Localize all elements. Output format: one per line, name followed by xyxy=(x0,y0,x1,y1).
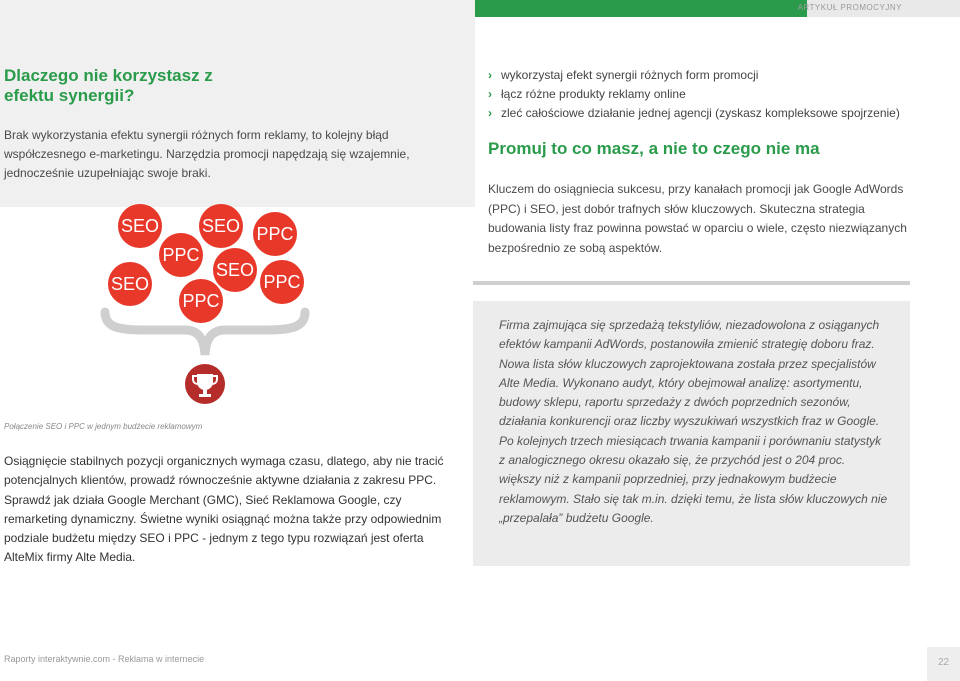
seo-ppc-graphic xyxy=(100,200,320,410)
seo-bubble: SEO xyxy=(199,204,243,248)
section-title: Dlaczego nie korzystasz z efektu synergii? xyxy=(4,66,213,105)
intro-text: Brak wykorzystania efektu synergii różnych form reklamy, to kolejny błąd współczesnego e-marketingu. Narzędzia promocji napędzają się wzajemnie, jednocześnie uzupełniając swoje braki. xyxy=(4,128,410,180)
ppc-bubble: PPC xyxy=(253,212,297,256)
chevron-right-icon: › xyxy=(488,106,492,120)
ppc-bubble: PPC xyxy=(159,233,203,277)
body-text: Osiągnięcie stabilnych pozycji organicznych wymaga czasu, dlatego, aby nie tracić potencjalnych klientów, prowadź równocześnie aktywne działania z zakresu PPC. Sprawdź jak działa Google Merchant (GMC), Sieć Reklamowa Google, czy remarketing dynamiczny. Świetne wyniki osiągnąć można także przy odpowiednim podziale budżetu między SEO i PPC - jednym z tego typu rozwiązań jest oferta AlteMix firmy Alte Media. xyxy=(4,454,444,565)
seo-bubble: SEO xyxy=(213,248,257,292)
subsection-text: Kluczem do osiągniecia sukcesu, przy kanałach promocji jak Google AdWords (PPC) i SEO, jest dobór trafnych słów kluczowych. Skuteczna strategia budowania listy fraz powinna powstać w oparciu o wiele, często niezwiązanych bezpośrednio ze sobą aspektów. xyxy=(488,182,907,255)
trophy-icon xyxy=(185,364,225,404)
seo-bubble: SEO xyxy=(108,262,152,306)
seo-bubble: SEO xyxy=(118,204,162,248)
footer-text: Raporty interaktywnie.com - Reklama w internecie xyxy=(4,654,205,664)
list-item: › wykorzystaj efekt synergii różnych form promocji xyxy=(488,66,948,85)
chevron-right-icon: › xyxy=(488,68,492,82)
tips-list xyxy=(488,66,948,123)
figure-caption: Połączenie SEO i PPC w jednym budżecie reklamowym xyxy=(4,422,203,431)
curly-brace-icon xyxy=(100,200,320,370)
subsection-heading: Promuj to co masz, a nie to czego nie ma xyxy=(488,139,820,158)
page-number: 22 xyxy=(937,657,950,668)
chevron-right-icon: › xyxy=(488,87,492,101)
promo-label: ARTYKUŁ PROMOCYJNY xyxy=(797,3,902,12)
case-study-box xyxy=(473,301,910,566)
ppc-bubble: PPC xyxy=(260,260,304,304)
case-study-text: Firma zajmująca się sprzedażą tekstyliów, niezadowolona z osiąganych efektów kampanii AdWords, postanowiła zmienić strategię doboru fraz. Nowa lista słów kluczowych zaprojektowana została przez specjalistów Alte Media. Wykonano audyt, który obejmował analizę: asortymentu, budowy sklepu, raportu sprzedaży z dwóch poprzednich sezonów, działania konkurencji oraz liczby wyszukiwań wszystkich fraz w Google. Po kolejnych trzech miesiącach trwania kampanii i porównaniu statystyk z analogicznego okresu okazało się, że przychód jest o 204 proc. większy niż z kampanii poprzedniej, przy jednakowym budżecie reklamowym. Stało się tak m.in. dzięki temu, że lista słów kluczowych nie „przepalała” budżetu Google. xyxy=(499,318,888,525)
page-number-box xyxy=(927,647,960,681)
ppc-bubble: PPC xyxy=(179,279,223,323)
list-item: › łącz różne produkty reklamy online xyxy=(488,85,948,104)
case-divider xyxy=(473,281,910,285)
list-item: › zleć całościowe działanie jednej agencji (zyskasz kompleksowe spojrzenie) xyxy=(488,104,948,123)
